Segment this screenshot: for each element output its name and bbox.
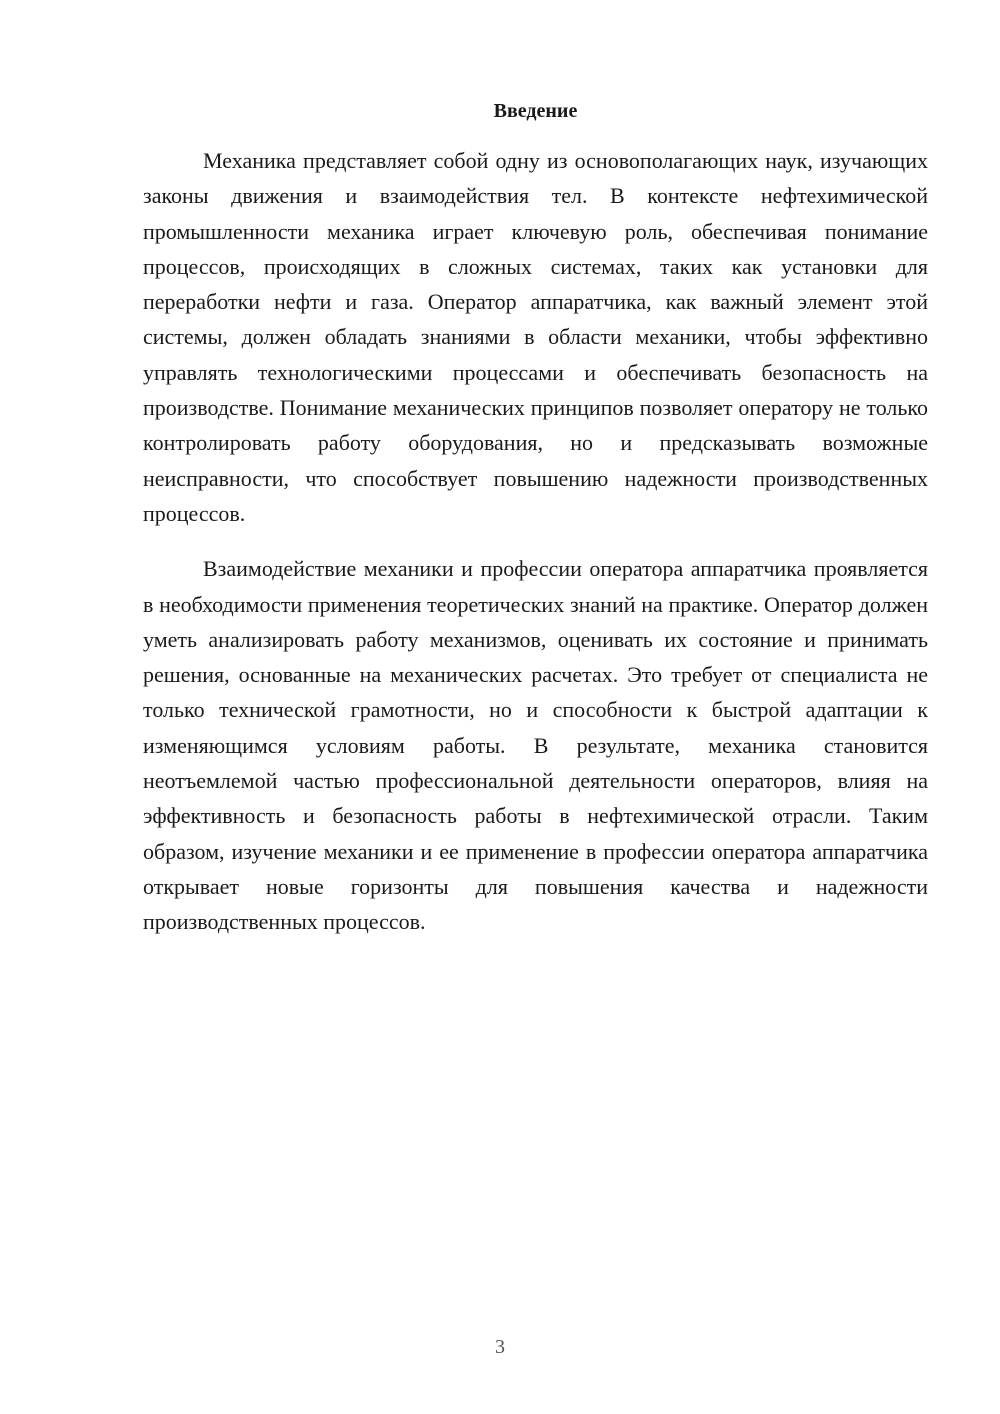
body-text bbox=[143, 143, 928, 940]
page-title: Введение bbox=[493, 100, 578, 122]
paragraph-interaction: Взаимодействие механики и профессии оператора аппаратчика проявляется в необходимости применения теоретических знаний на практике. Оператор должен уметь анализировать работу механизмов, оценивать их состояние и принимать решения, основанные на механических расчетах. Это требует от специалиста не только технической грамотности, но и способности к быстрой адаптации к изменяющимся условиям работы. В результате, механика становится неотъемлемой частью профессиональной деятельности операторов, влияя на эффективность и безопасность работы в нефтехимической отрасли. Таким образом, изучение механики и ее применение в профессии оператора аппаратчика открывает новые горизонты для повышения качества и надежности производственных процессов. bbox=[143, 556, 928, 935]
page-number: 3 bbox=[495, 1336, 505, 1358]
paragraph-introduction: Механика представляет собой одну из основополагающих наук, изучающих законы движения и взаимодействия тел. В контексте нефтехимической промышленности механика играет ключевую роль, обеспечивая понимание процессов, происходящих в сложных системах, таких как установки для переработки нефти и газа. Оператор аппаратчика, как важный элемент этой системы, должен обладать знаниями в области механики, чтобы эффективно управлять технологическими процессами и обеспечивать безопасность на производстве. Понимание механических принципов позволяет оператору не только контролировать работу оборудования, но и предсказывать возможные неисправности, что способствует повышению надежности производственных процессов. bbox=[143, 148, 928, 526]
